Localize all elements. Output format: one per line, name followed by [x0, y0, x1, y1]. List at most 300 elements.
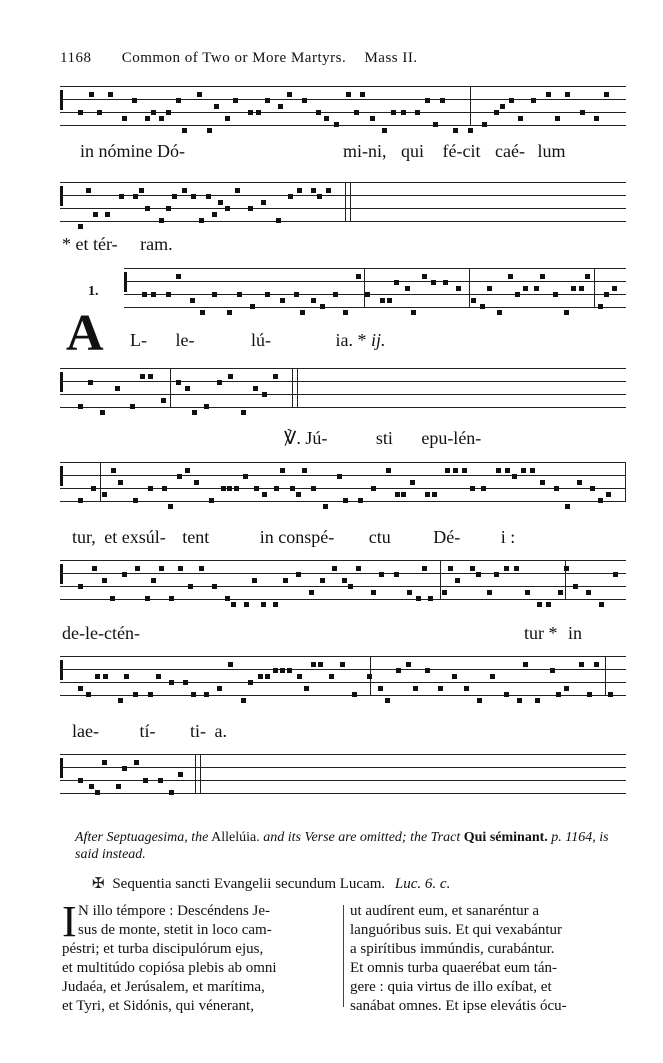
neume — [78, 110, 83, 115]
neume — [586, 590, 591, 595]
neume — [273, 602, 278, 607]
neume — [504, 692, 509, 697]
neume — [468, 128, 473, 133]
neume — [579, 662, 584, 667]
neume — [326, 188, 331, 193]
neume — [243, 474, 248, 479]
neume — [556, 692, 561, 697]
neume — [438, 686, 443, 691]
neume — [558, 590, 563, 595]
neume — [411, 310, 416, 315]
staff-line — [60, 560, 626, 561]
neume — [233, 98, 238, 103]
column-divider — [343, 905, 344, 1007]
neume — [337, 474, 342, 479]
lyric-syllable: fé-cit — [442, 141, 481, 161]
neume — [102, 578, 107, 583]
neume — [182, 188, 187, 193]
neume — [252, 578, 257, 583]
neume — [178, 772, 183, 777]
neume — [481, 486, 486, 491]
neume — [332, 566, 337, 571]
neume — [118, 698, 123, 703]
neume — [394, 280, 399, 285]
neume — [452, 674, 457, 679]
neume — [504, 566, 509, 571]
neume — [156, 674, 161, 679]
neume — [212, 584, 217, 589]
neume — [225, 596, 230, 601]
lyric-syllable: caé- — [494, 141, 525, 161]
staff-line — [60, 112, 626, 113]
neume — [89, 784, 94, 789]
neume — [394, 572, 399, 577]
bar-line — [470, 86, 471, 126]
neume — [490, 674, 495, 679]
text-line: Judaéa, et Jerúsalem, et marítima, — [62, 979, 265, 995]
text-line: ut audírent eum, et sanaréntur a — [350, 903, 540, 919]
neume — [108, 92, 113, 97]
neume — [500, 104, 505, 109]
neume — [505, 468, 510, 473]
lyric-syllable: tur, — [72, 527, 96, 547]
neume — [250, 304, 255, 309]
neume — [311, 486, 316, 491]
neume — [133, 498, 138, 503]
neume — [587, 692, 592, 697]
neume — [151, 110, 156, 115]
rubric-note — [75, 829, 635, 863]
neume — [573, 584, 578, 589]
neume — [565, 92, 570, 97]
neume — [554, 486, 559, 491]
neume — [280, 468, 285, 473]
lyric-syllable: ij. — [370, 330, 386, 350]
neume — [244, 602, 249, 607]
lyric-syllable: lú- — [250, 330, 271, 350]
neume — [534, 286, 539, 291]
neume — [92, 566, 97, 571]
neume — [378, 686, 383, 691]
text-line: Et omnis turba quaerébat eum tán- — [350, 960, 558, 976]
neume — [204, 692, 209, 697]
staff-line — [60, 394, 626, 395]
gospel-heading-text: Sequentia sancti Evangelii secundum Lucam. — [112, 876, 386, 892]
neume — [217, 380, 222, 385]
neume — [517, 698, 522, 703]
text-line: N illo témpore : Descéndens Je- — [78, 903, 271, 919]
neume — [88, 380, 93, 385]
double-bar-line — [195, 754, 196, 794]
lyric-syllable: sti — [375, 428, 393, 448]
neume — [320, 578, 325, 583]
neume — [276, 218, 281, 223]
neume — [348, 584, 353, 589]
text-line: sanábat omnes. Et ipse elevátis ócu- — [350, 998, 567, 1014]
staff-line — [60, 656, 626, 657]
neume — [453, 128, 458, 133]
neume — [297, 674, 302, 679]
neume — [218, 200, 223, 205]
neume — [287, 668, 292, 673]
lyric-syllable: le- — [175, 330, 195, 350]
neume — [604, 92, 609, 97]
neume — [311, 188, 316, 193]
neume — [235, 188, 240, 193]
bar-line — [440, 560, 441, 600]
bar-line — [625, 462, 626, 502]
neume — [518, 116, 523, 121]
neume — [422, 566, 427, 571]
staff-line — [124, 307, 626, 308]
neume — [78, 778, 83, 783]
neume — [103, 674, 108, 679]
page-number: 1168 — [60, 50, 92, 66]
neume — [209, 498, 214, 503]
clef-icon — [60, 90, 69, 110]
neume — [480, 304, 485, 309]
staff-line — [124, 281, 626, 282]
neume — [464, 686, 469, 691]
neume — [585, 274, 590, 279]
double-bar-line — [345, 182, 346, 222]
neume — [405, 286, 410, 291]
neume — [228, 662, 233, 667]
neume — [254, 486, 259, 491]
neume — [512, 474, 517, 479]
neume — [199, 218, 204, 223]
lyric-line-6b — [524, 623, 582, 644]
staff — [60, 754, 626, 800]
neume — [590, 486, 595, 491]
neume — [151, 292, 156, 297]
neume — [78, 498, 83, 503]
neume — [145, 116, 150, 121]
neume — [169, 596, 174, 601]
neume — [425, 492, 430, 497]
neume — [432, 492, 437, 497]
neume — [365, 292, 370, 297]
neume — [194, 480, 199, 485]
neume — [227, 486, 232, 491]
neume — [456, 286, 461, 291]
neume — [546, 92, 551, 97]
neume — [318, 662, 323, 667]
neume — [241, 410, 246, 415]
neume — [140, 374, 145, 379]
bar-line — [364, 268, 365, 308]
neume — [115, 386, 120, 391]
drop-cap: I — [62, 897, 77, 946]
staff-line — [60, 573, 626, 574]
double-bar-line — [200, 754, 201, 794]
lyric-line-6 — [62, 623, 140, 644]
neume — [379, 572, 384, 577]
clef-icon — [124, 272, 133, 292]
staff-line — [60, 368, 626, 369]
neume — [455, 578, 460, 583]
neume — [212, 212, 217, 217]
neume — [508, 274, 513, 279]
double-bar-line — [350, 182, 351, 222]
text-line: sus de monte, stetit in loco cam- — [78, 922, 272, 938]
staff-line — [60, 462, 626, 463]
staff-line — [60, 488, 626, 489]
neume — [443, 280, 448, 285]
neume — [159, 566, 164, 571]
neume — [296, 492, 301, 497]
neume — [531, 98, 536, 103]
neume — [380, 298, 385, 303]
neume — [111, 468, 116, 473]
clef-icon — [60, 372, 69, 392]
neume — [287, 92, 292, 97]
neume — [183, 680, 188, 685]
neume — [212, 292, 217, 297]
neume — [178, 566, 183, 571]
gospel-heading — [92, 874, 450, 893]
staff — [60, 86, 626, 132]
neume — [535, 698, 540, 703]
neume — [166, 206, 171, 211]
rubric-text: Allelúia. — [211, 830, 260, 845]
lyric-line-7 — [72, 721, 227, 742]
neume — [177, 474, 182, 479]
gospel-reference: Luc. 6. c. — [394, 876, 451, 892]
neume — [333, 292, 338, 297]
neume — [494, 110, 499, 115]
neume — [413, 686, 418, 691]
neume — [334, 122, 339, 127]
text-line: et multitúdo copiósa plebis ab omni — [62, 960, 277, 976]
staff-line — [60, 586, 626, 587]
neume — [329, 674, 334, 679]
neume — [95, 790, 100, 795]
neume — [248, 680, 253, 685]
page-header — [60, 50, 418, 67]
neume — [594, 116, 599, 121]
neume — [371, 590, 376, 595]
neume — [265, 98, 270, 103]
lyric-syllable: ram. — [140, 234, 173, 254]
neume — [132, 98, 137, 103]
neume — [564, 310, 569, 315]
clef-icon — [60, 186, 69, 206]
neume — [370, 116, 375, 121]
staff — [60, 656, 626, 702]
lyric-syllable: ti- — [189, 721, 206, 741]
staff-line — [60, 695, 626, 696]
gospel-column-right — [350, 902, 630, 1016]
staff-line — [60, 767, 626, 768]
neume — [214, 104, 219, 109]
neume — [317, 194, 322, 199]
neume — [564, 686, 569, 691]
neume — [256, 110, 261, 115]
staff-line — [60, 86, 626, 87]
neume — [553, 292, 558, 297]
neume — [428, 596, 433, 601]
staff — [60, 182, 626, 228]
neume — [550, 668, 555, 673]
neume — [151, 578, 156, 583]
neume — [262, 392, 267, 397]
double-bar-line — [297, 368, 298, 408]
neume — [265, 292, 270, 297]
neume — [231, 602, 236, 607]
neume — [494, 572, 499, 577]
neume — [606, 492, 611, 497]
neume — [124, 674, 129, 679]
neume — [135, 566, 140, 571]
neume — [406, 662, 411, 667]
neume — [166, 110, 171, 115]
neume — [360, 92, 365, 97]
neume — [487, 590, 492, 595]
neume — [273, 374, 278, 379]
neume — [564, 566, 569, 571]
initial-letter: A — [66, 305, 104, 362]
lyric-syllable: lum — [537, 141, 566, 161]
neume — [425, 98, 430, 103]
neume — [445, 468, 450, 473]
rubric-text: After Septuagesima, the — [75, 830, 209, 845]
neume — [172, 194, 177, 199]
neume — [579, 286, 584, 291]
neume — [599, 602, 604, 607]
neume — [604, 292, 609, 297]
lyric-syllable: de-le-ctén- — [62, 623, 140, 643]
neume — [608, 692, 613, 697]
lyric-syllable: L- — [130, 330, 147, 350]
neume — [294, 292, 299, 297]
neume — [237, 292, 242, 297]
lyric-syllable: tur * — [524, 623, 558, 643]
neume — [78, 224, 83, 229]
neume — [386, 468, 391, 473]
lyric-syllable: tent — [182, 527, 210, 547]
neume — [78, 404, 83, 409]
neume — [509, 98, 514, 103]
neume — [343, 498, 348, 503]
lyric-syllable: tí- — [139, 721, 156, 741]
neume — [176, 98, 181, 103]
staff — [60, 368, 626, 414]
lyric-syllable: ℣. Jú- — [284, 428, 328, 448]
neume — [352, 692, 357, 697]
clef-icon — [60, 466, 69, 486]
neume — [217, 686, 222, 691]
bar-line — [594, 268, 595, 308]
neume — [169, 790, 174, 795]
neume — [119, 194, 124, 199]
neume — [358, 498, 363, 503]
neume — [261, 200, 266, 205]
rubric-text: and its Verse are omitted; the Tract — [263, 830, 461, 845]
neume — [122, 572, 127, 577]
neume — [86, 692, 91, 697]
text-line: languóribus suis. Et qui vexabántur — [350, 922, 563, 938]
neume — [200, 310, 205, 315]
neume — [206, 194, 211, 199]
neume — [320, 304, 325, 309]
lyric-syllable: a. — [214, 721, 227, 741]
neume — [453, 468, 458, 473]
verse-number: 1. — [88, 284, 99, 299]
neume — [122, 116, 127, 121]
staff-line — [60, 754, 626, 755]
staff — [124, 268, 626, 314]
neume — [425, 668, 430, 673]
neume — [356, 274, 361, 279]
neume — [367, 674, 372, 679]
neume — [105, 212, 110, 217]
neume — [130, 404, 135, 409]
neume — [523, 662, 528, 667]
neume — [302, 468, 307, 473]
neume — [470, 486, 475, 491]
staff-line — [60, 125, 626, 126]
text-line: péstri; et turba discipulórum ejus, — [62, 941, 264, 957]
neume — [258, 674, 263, 679]
neume — [297, 188, 302, 193]
neume — [261, 602, 266, 607]
neume — [134, 760, 139, 765]
neume — [102, 760, 107, 765]
neume — [102, 492, 107, 497]
neume — [166, 292, 171, 297]
neume — [139, 188, 144, 193]
neume — [221, 486, 226, 491]
neume — [133, 692, 138, 697]
bar-line — [605, 656, 606, 696]
neume — [514, 566, 519, 571]
staff-line — [60, 182, 626, 183]
neume — [304, 686, 309, 691]
staff-line — [124, 268, 626, 269]
cross-icon: ✠ — [92, 876, 105, 892]
neume — [192, 410, 197, 415]
neume — [316, 110, 321, 115]
neume — [415, 110, 420, 115]
neume — [612, 286, 617, 291]
neume — [280, 668, 285, 673]
bar-line — [100, 462, 101, 502]
neume — [148, 374, 153, 379]
neume — [148, 486, 153, 491]
staff — [60, 560, 626, 606]
staff-line — [60, 682, 626, 683]
neume — [354, 110, 359, 115]
neume — [148, 692, 153, 697]
neume — [577, 480, 582, 485]
text-line: et Tyri, et Sidónis, qui vénerant, — [62, 998, 254, 1014]
neume — [523, 286, 528, 291]
neume — [176, 380, 181, 385]
neume — [273, 668, 278, 673]
neume — [487, 286, 492, 291]
neume — [537, 602, 542, 607]
bar-line — [469, 268, 470, 308]
neume — [422, 274, 427, 279]
neume — [598, 498, 603, 503]
neume — [302, 98, 307, 103]
lyric-syllable: ctu — [368, 527, 391, 547]
gospel-column-left — [62, 902, 340, 1016]
neume — [448, 566, 453, 571]
bar-line — [170, 368, 171, 408]
neume — [265, 674, 270, 679]
